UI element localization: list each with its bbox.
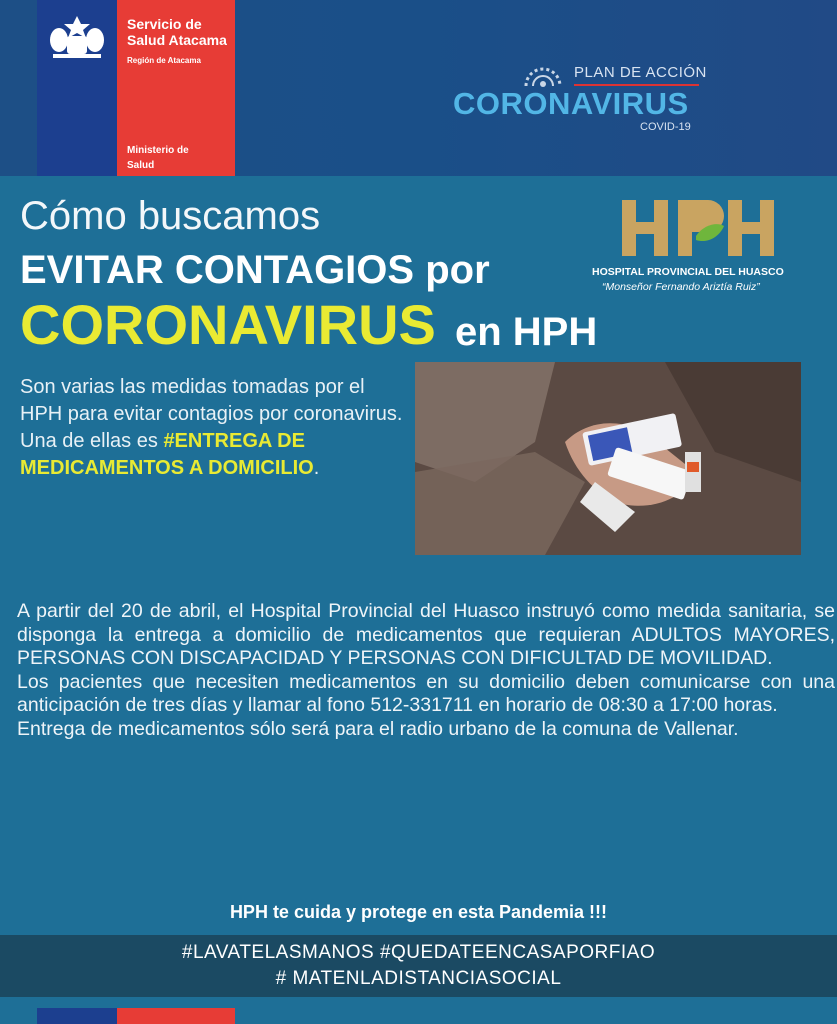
medicine-handover-photo [415, 362, 801, 555]
body-paragraph-3: Entrega de medicamentos sólo será para el radio urbano de la comuna de Vallenar. [17, 717, 739, 740]
virus-icon [518, 58, 568, 88]
intro-text: Son varias las medidas tomadas por el HPH para evitar contagios por coronavirus. Una de ellas es [20, 376, 403, 452]
gov-ministry-line2: Salud [127, 160, 155, 171]
intro-highlight: #ENTREGA DE MEDICAMENTOS A DOMICILIO [20, 430, 314, 479]
intro-paragraph [20, 374, 410, 482]
gov-service-line1: Servicio de [127, 16, 202, 32]
gov-ministry-line1: Ministerio de [127, 145, 189, 156]
coat-of-arms-icon [45, 10, 109, 60]
headline-line1: Cómo buscamos [20, 194, 321, 238]
hph-logo-icon [620, 196, 780, 260]
gov-region: Región de Atacama [127, 56, 201, 65]
footer-flag-red [117, 1008, 235, 1024]
plan-title: CORONAVIRUS [453, 86, 689, 121]
footer-flag-blue [37, 1008, 117, 1024]
headline-line2: EVITAR CONTAGIOS por [20, 248, 490, 292]
gov-service-line2: Salud Atacama [127, 32, 227, 48]
intro-end: . [313, 457, 320, 479]
hph-hospital-subtitle: “Monseñor Fernando Ariztía Ruiz” [602, 281, 760, 293]
headline-en-hph: en HPH [455, 310, 598, 354]
slogan: HPH te cuida y protege en esta Pandemia !!! [229, 902, 608, 922]
plan-label: PLAN DE ACCIÓN [574, 64, 707, 81]
hph-hospital-name: HOSPITAL PROVINCIAL DEL HUASCO [592, 266, 784, 278]
hashtags-line1: #LAVATELASMANOS #QUEDATEENCASAPORFIAO [181, 942, 656, 963]
plan-covid: COVID-19 [640, 121, 691, 133]
body-paragraph-2: Los pacientes que necesiten medicamentos en su domicilio deben comunicarse con una anticipación de tres días y llamar al fono 512-331711 en horario de 08:30 a 17:00 horas. [17, 670, 835, 716]
headline-coronavirus: CORONAVIRUS [20, 293, 436, 356]
main-text [17, 600, 835, 741]
hashtags-line2: # MATENLADISTANCIASOCIAL [275, 968, 562, 989]
body-paragraph-1: A partir del 20 de abril, el Hospital Provincial del Huasco instruyó como medida sanitaria, se disponga la entrega a domicilio de medicamentos que requieran ADULTOS MAYORES, PERSONAS CON DISCAPACIDAD Y PERSONAS CON DIFICULTAD DE MOVILIDAD. [17, 600, 835, 669]
